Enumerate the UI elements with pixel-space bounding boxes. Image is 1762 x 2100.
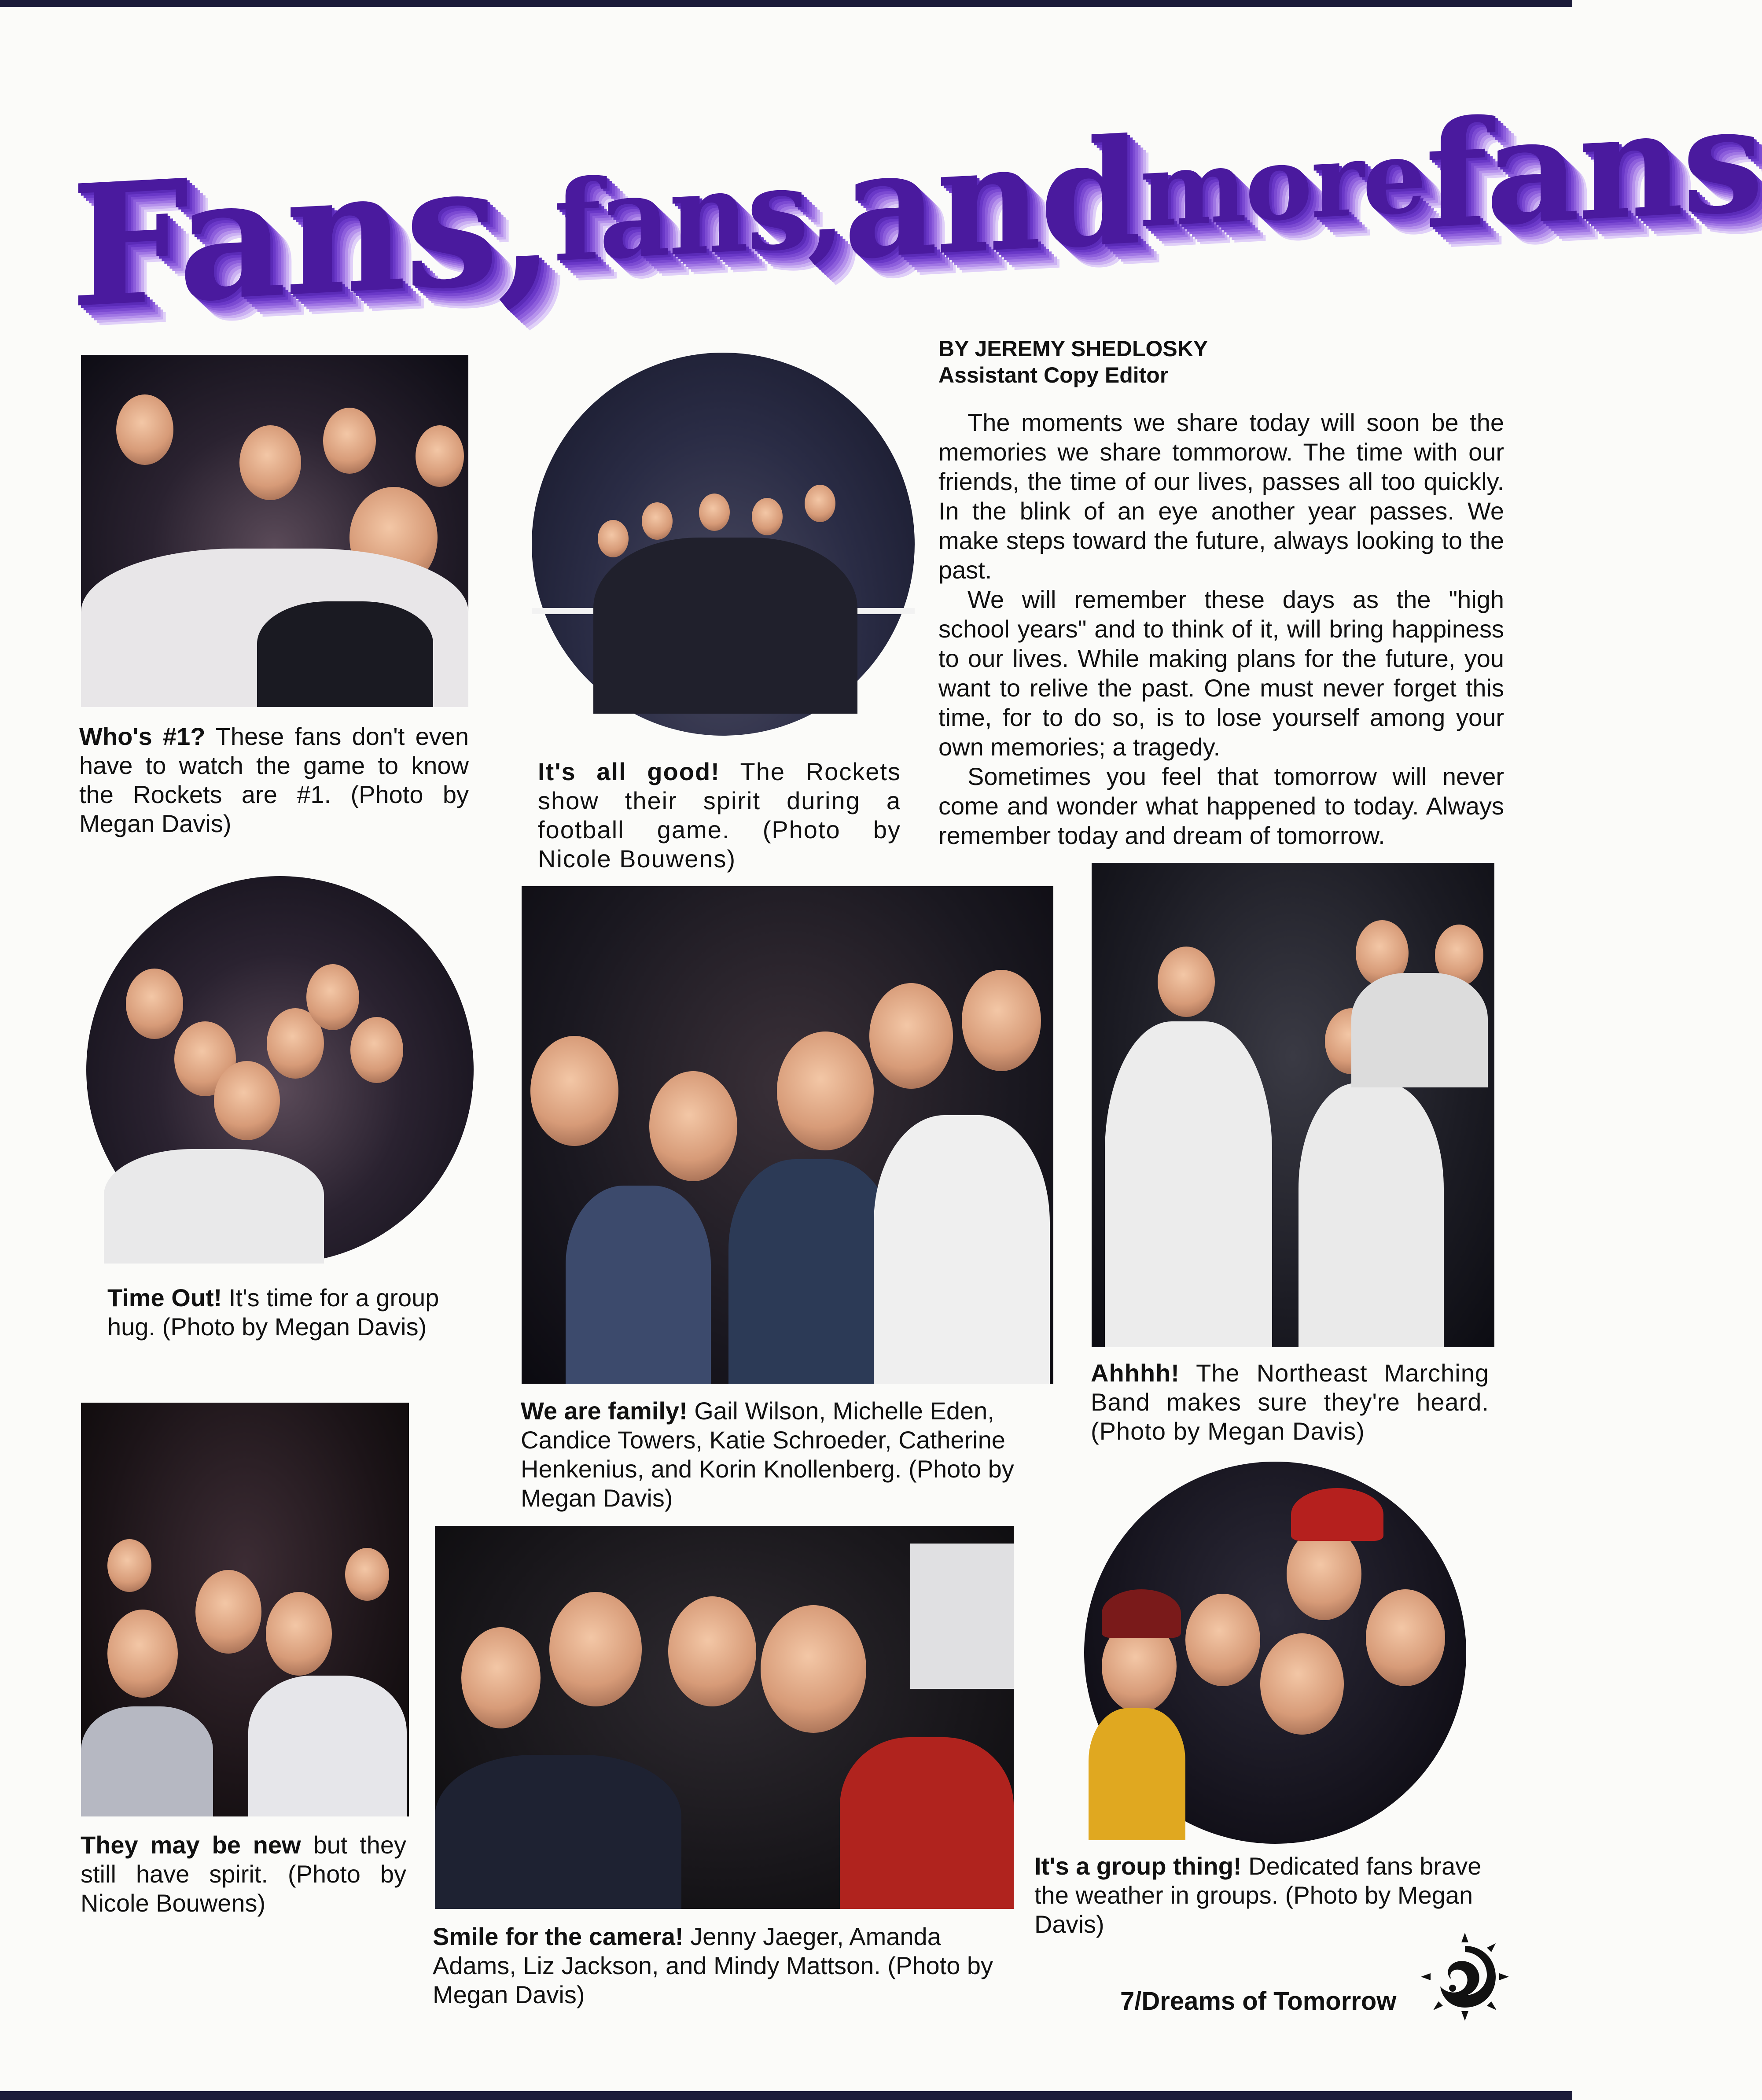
caption-text: but they still have spirit. (Photo by Nicole Bouwens)	[81, 1831, 407, 1917]
caption-lead: Who's #1?	[79, 722, 206, 750]
byline	[938, 335, 1208, 388]
title-word: and	[843, 106, 1140, 292]
caption-text: Jenny Jaeger, Amanda Adams, Liz Jackson, and Mindy Mattson. (Photo by Megan Davis)	[433, 1923, 993, 2008]
caption-lead: They may be new	[81, 1831, 301, 1859]
crowd-image	[532, 353, 915, 736]
caption-text: These fans don't even have to watch the game to know the Rockets are #1. (Photo by Megan Davis)	[79, 722, 469, 837]
caption-text: Gail Wilson, Michelle Eden, Candice Towers, Katie Schroeder, Catherine Henkenius, and Korin Knollenberg. (Photo by Megan Davis)	[521, 1397, 1014, 1512]
crowd-image	[81, 1403, 409, 1816]
byline-author: BY JEREMY SHEDLOSKY	[938, 336, 1208, 361]
caption-they-may-be-new	[81, 1831, 406, 1918]
crowd-image	[435, 1526, 1014, 1909]
bottom-border	[0, 2091, 1572, 2100]
sun-moon-logo-icon	[1421, 1933, 1509, 2021]
title-word: fans,	[553, 142, 844, 287]
crowd-image	[86, 876, 474, 1264]
caption-lead: Time Out!	[107, 1284, 222, 1312]
photo-group-thing	[1084, 1462, 1466, 1844]
caption-lead: Ahhhh!	[1091, 1359, 1180, 1387]
caption-its-all-good	[538, 757, 901, 873]
top-border	[0, 0, 1572, 7]
article-paragraph: The moments we share today will soon be the memories we share tommorow. The time with our friends, the time of our lives, passes all too quickly. In the blink of an eye another year passes. We make steps toward the future, always looking to the past.	[938, 409, 1504, 584]
article-body	[938, 408, 1504, 850]
title-word: fans	[1425, 73, 1762, 262]
caption-text: The Rockets show their spirit during a football game. (Photo by Nicole Bouwens)	[538, 758, 901, 873]
photo-its-all-good	[532, 353, 915, 736]
caption-lead: It's a group thing!	[1034, 1852, 1242, 1880]
title-word: Fans,	[70, 123, 554, 346]
caption-text: Dedicated fans brave the weather in groups. (Photo by Megan Davis)	[1034, 1852, 1482, 1938]
caption-lead: We are family!	[521, 1397, 688, 1425]
caption-ahhhh	[1091, 1359, 1489, 1446]
caption-we-are-family	[521, 1396, 1049, 1513]
caption-lead: It's all good!	[538, 758, 720, 785]
article-paragraph: We will remember these days as the "high school years" and to think of it, will bring happiness to our lives. While making plans for the future, you want to relive the past. One must never forget this time, for to do so, is to lose yourself among your own memories; a tragedy.	[938, 586, 1504, 761]
crowd-image	[1092, 863, 1494, 1347]
article-paragraph: Sometimes you feel that tomorrow will never come and wonder what happened to today. Always remember today and dream of tomorrow.	[938, 763, 1504, 849]
page-title	[70, 48, 1762, 371]
photo-whos-number-one	[81, 355, 468, 705]
photo-ahhhh	[1092, 863, 1494, 1347]
photo-time-out	[86, 876, 474, 1264]
photo-they-may-be-new	[81, 1403, 409, 1816]
crowd-image	[522, 886, 1053, 1384]
caption-text: It's time for a group hug. (Photo by Megan Davis)	[107, 1284, 439, 1341]
caption-smile-for-camera	[433, 1922, 1014, 2009]
caption-text: The Northeast Marching Band makes sure they're heard.(Photo by Megan Davis)	[1091, 1359, 1489, 1445]
title-word: more	[1140, 117, 1425, 251]
crowd-image	[81, 355, 468, 705]
page-footer: 7/Dreams of Tomorrow	[1120, 1987, 1397, 2015]
byline-role: Assistant Copy Editor	[938, 363, 1169, 387]
caption-whos-number-one	[79, 722, 469, 838]
crowd-image	[1084, 1462, 1466, 1844]
caption-time-out	[107, 1283, 460, 1341]
photo-smile-for-camera	[435, 1526, 1014, 1909]
photo-we-are-family	[522, 886, 1053, 1384]
caption-lead: Smile for the camera!	[433, 1923, 684, 1950]
caption-group-thing	[1034, 1852, 1510, 1939]
